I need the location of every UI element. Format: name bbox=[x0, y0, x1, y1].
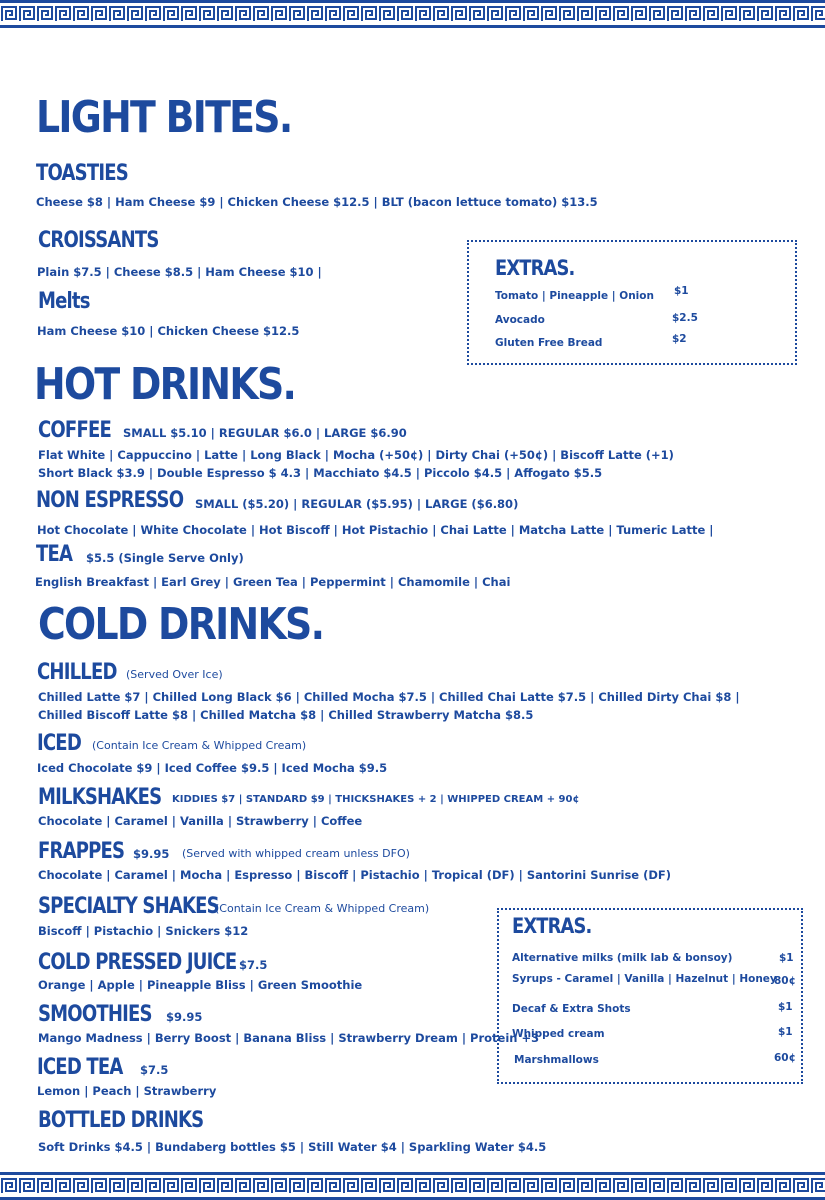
extras-price: $1 bbox=[778, 1001, 793, 1013]
category-title-non-espresso: NON ESPRESSO bbox=[36, 488, 184, 513]
croissants-items: Plain $7.5 | Cheese $8.5 | Ham Cheese $10 | bbox=[37, 265, 322, 279]
extras-price: $1 bbox=[779, 952, 794, 964]
extras-price: $2.5 bbox=[672, 312, 698, 324]
non-espresso-items: Hot Chocolate | White Chocolate | Hot Biscoff | Hot Pistachio | Chai Latte | Matcha Latte | Tumeric Latte | bbox=[37, 523, 714, 537]
category-title-cold-pressed-juice: COLD PRESSED JUICE bbox=[38, 950, 237, 975]
category-title-melts: Melts bbox=[38, 289, 90, 314]
extras-item: Whipped cream bbox=[512, 1028, 605, 1040]
extras-item: Decaf & Extra Shots bbox=[512, 1003, 631, 1015]
cold-pressed-juice-items: Orange | Apple | Pineapple Bliss | Green Smoothie bbox=[38, 978, 363, 992]
coffee-items-line-2: Short Black $3.9 | Double Espresso $ 4.3 | Macchiato $4.5 | Piccolo $4.5 | Affogato $5.5 bbox=[38, 466, 603, 480]
extras-box-cold-drinks bbox=[497, 908, 803, 1084]
frappes-note: (Served with whipped cream unless DFO) bbox=[182, 847, 410, 860]
specialty-shakes-items: Biscoff | Pistachio | Snickers $12 bbox=[38, 924, 249, 938]
category-title-iced: ICED bbox=[37, 731, 81, 756]
category-title-coffee: COFFEE bbox=[38, 418, 111, 443]
iced-tea-items: Lemon | Peach | Strawberry bbox=[37, 1084, 217, 1098]
category-title-tea: TEA bbox=[36, 542, 73, 567]
milkshakes-items: Chocolate | Caramel | Vanilla | Strawberry | Coffee bbox=[38, 814, 363, 828]
category-title-croissants: CROISSANTS bbox=[38, 228, 159, 253]
extras-item: Marshmallows bbox=[514, 1054, 599, 1066]
category-title-toasties: TOASTIES bbox=[36, 161, 128, 186]
extras-item: Alternative milks (milk lab & bonsoy) bbox=[512, 952, 733, 964]
greek-key-icon bbox=[0, 5, 825, 23]
greek-key-icon bbox=[0, 1177, 825, 1195]
iced-items: Iced Chocolate $9 | Iced Coffee $9.5 | Iced Mocha $9.5 bbox=[37, 761, 388, 775]
cold-pressed-juice-price: $7.5 bbox=[239, 958, 268, 972]
frappes-price: $9.95 bbox=[133, 847, 170, 861]
specialty-shakes-note: (Contain Ice Cream & Whipped Cream) bbox=[215, 902, 430, 915]
category-title-smoothies: SMOOTHIES bbox=[38, 1002, 152, 1027]
extras-item: Gluten Free Bread bbox=[495, 337, 603, 349]
non-espresso-sizes: SMALL ($5.20) | REGULAR ($5.95) | LARGE ($6.80) bbox=[195, 497, 519, 511]
milkshakes-note: KIDDIES $7 | STANDARD $9 | THICKSHAKES + 2 | WHIPPED CREAM + 90¢ bbox=[172, 794, 580, 805]
section-title-light-bites: LIGHT BITES. bbox=[36, 92, 292, 143]
category-title-iced-tea: ICED TEA bbox=[37, 1055, 123, 1080]
extras-item: Tomato | Pineapple | Onion bbox=[495, 290, 654, 302]
extras-box-light-bites bbox=[467, 240, 797, 365]
section-title-cold-drinks: COLD DRINKS. bbox=[38, 599, 324, 650]
extras-price: 60¢ bbox=[774, 1052, 796, 1064]
category-title-bottled-drinks: BOTTLED DRINKS bbox=[38, 1108, 204, 1133]
toasties-items: Cheese $8 | Ham Cheese $9 | Chicken Cheese $12.5 | BLT (bacon lettuce tomato) $13.5 bbox=[36, 195, 598, 209]
frappes-items: Chocolate | Caramel | Mocha | Espresso | Biscoff | Pistachio | Tropical (DF) | Santorini Sunrise (DF) bbox=[38, 868, 672, 882]
iced-note: (Contain Ice Cream & Whipped Cream) bbox=[92, 739, 307, 752]
tea-items: English Breakfast | Earl Grey | Green Tea | Peppermint | Chamomile | Chai bbox=[35, 575, 511, 589]
smoothies-price: $9.95 bbox=[166, 1010, 203, 1024]
bottled-drinks-items: Soft Drinks $4.5 | Bundaberg bottles $5 | Still Water $4 | Sparkling Water $4.5 bbox=[38, 1140, 547, 1154]
extras-item: Avocado bbox=[495, 314, 545, 326]
chilled-note: (Served Over Ice) bbox=[126, 668, 223, 681]
extras-price: $2 bbox=[672, 333, 687, 345]
extras-price: 80¢ bbox=[774, 975, 796, 987]
category-title-specialty-shakes: SPECIALTY SHAKES bbox=[38, 894, 219, 919]
category-title-frappes: FRAPPES bbox=[38, 839, 125, 864]
melts-items: Ham Cheese $10 | Chicken Cheese $12.5 bbox=[37, 324, 300, 338]
greek-key-border-bottom bbox=[0, 1172, 825, 1200]
extras-price: $1 bbox=[778, 1026, 793, 1038]
iced-tea-price: $7.5 bbox=[140, 1063, 169, 1077]
chilled-items-line-2: Chilled Biscoff Latte $8 | Chilled Matcha $8 | Chilled Strawberry Matcha $8.5 bbox=[38, 708, 534, 722]
greek-key-border-top bbox=[0, 0, 825, 28]
coffee-sizes: SMALL $5.10 | REGULAR $6.0 | LARGE $6.90 bbox=[123, 426, 407, 440]
extras-item: Syrups - Caramel | Vanilla | Hazelnut | Honey bbox=[512, 973, 777, 985]
extras-title: EXTRAS. bbox=[495, 256, 575, 280]
coffee-items-line-1: Flat White | Cappuccino | Latte | Long Black | Mocha (+50¢) | Dirty Chai (+50¢) | Biscoff Latte (+1) bbox=[38, 448, 674, 462]
tea-price: $5.5 (Single Serve Only) bbox=[86, 551, 244, 565]
extras-price: $1 bbox=[674, 285, 689, 297]
section-title-hot-drinks: HOT DRINKS. bbox=[34, 359, 296, 410]
category-title-milkshakes: MILKSHAKES bbox=[38, 785, 162, 810]
smoothies-items: Mango Madness | Berry Boost | Banana Bliss | Strawberry Dream | Protein +3 bbox=[38, 1031, 540, 1045]
category-title-chilled: CHILLED bbox=[37, 660, 117, 685]
chilled-items-line-1: Chilled Latte $7 | Chilled Long Black $6 | Chilled Mocha $7.5 | Chilled Chai Latte $7.5 | Chilled Dirty Chai $8 | bbox=[38, 690, 740, 704]
extras-title: EXTRAS. bbox=[512, 914, 592, 938]
